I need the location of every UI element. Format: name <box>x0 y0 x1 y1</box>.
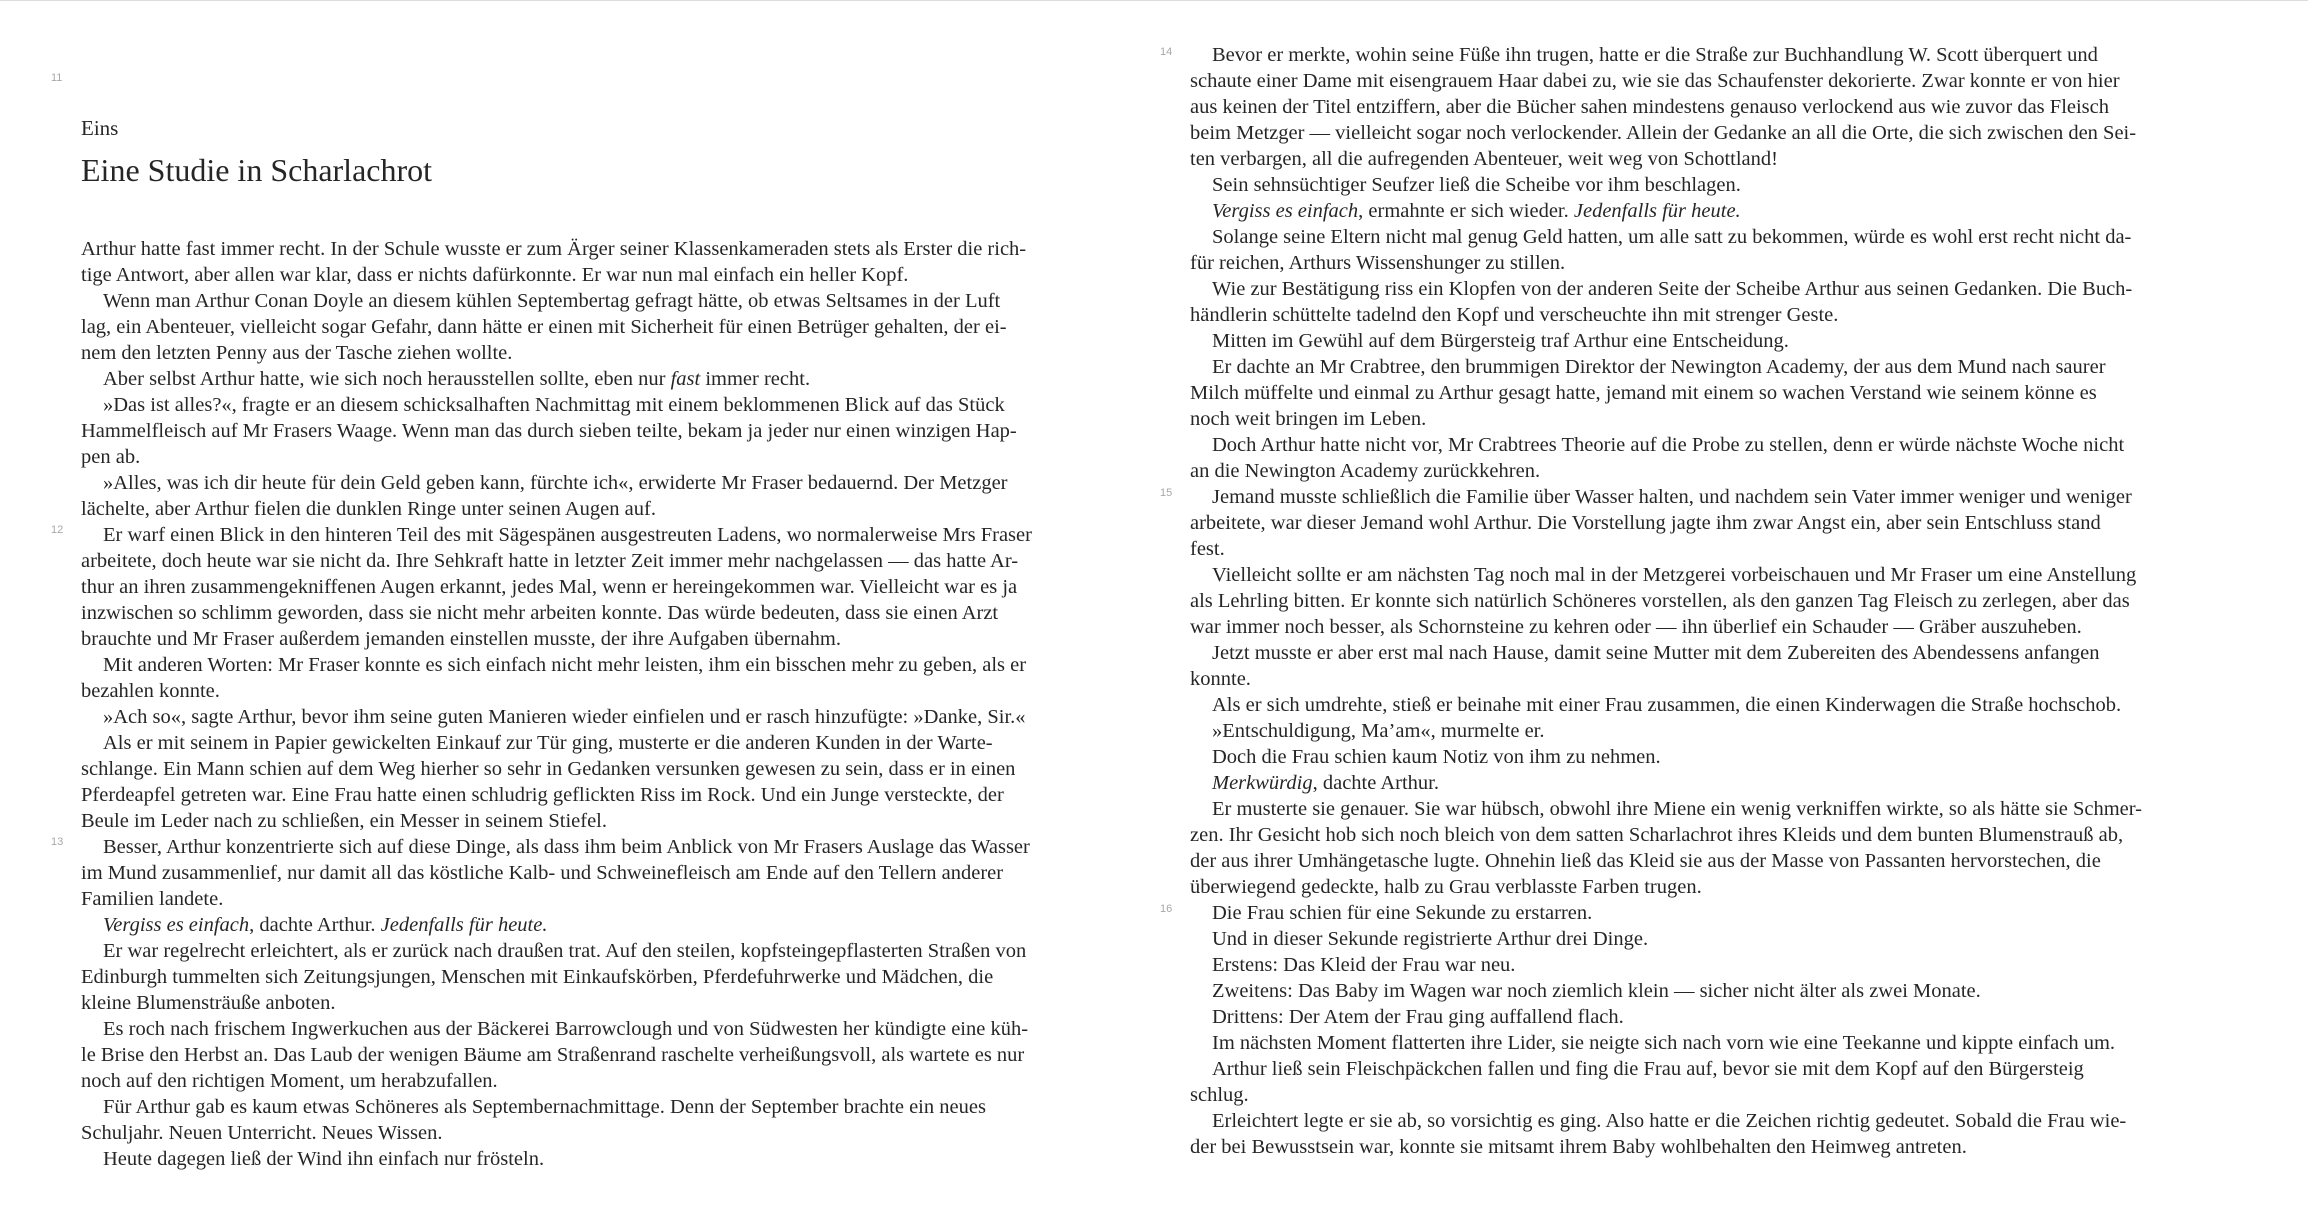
text-run: Doch Arthur hatte nicht vor, Mr Crabtrees Theorie auf die Probe zu stellen, denn er würde nächste Woche nicht <box>1212 434 2125 456</box>
text-run: nem den letzten Penny aus der Tasche ziehen wollte. <box>81 342 513 364</box>
text-run: aus keinen der Titel entziffern, aber die Bücher sahen mindestens genauso verlockend aus wie zuvor das Fleisch <box>1190 96 2110 118</box>
text-line <box>81 886 1126 912</box>
text-run: le Brise den Herbst an. Das Laub der wenigen Bäume am Straßenrand raschelte verheißungsvoll, als wartete es nur <box>81 1044 1025 1066</box>
text-run: brauchte und Mr Fraser außerdem jemanden einstellen musste, der ihre Aufgaben übernahm. <box>81 628 841 650</box>
text-line <box>1190 952 2235 978</box>
text-line <box>81 626 1126 652</box>
text-run: thur an ihren zusammengekniffenen Augen erkannt, jedes Mal, wenn er hereingekommen war. Vielleicht war es ja <box>81 576 1018 598</box>
right-page <box>1154 0 2308 1216</box>
text-run: beim Metzger — vielleicht sogar noch verlockender. Allein der Gedanke an all die Orte, die sich zwischen den Sei- <box>1190 122 2137 144</box>
text-line <box>1190 510 2235 536</box>
text-run: noch auf den richtigen Moment, um herabzufallen. <box>81 1070 498 1092</box>
text-line <box>1190 1056 2235 1082</box>
text-line <box>1190 250 2235 276</box>
text-line <box>1190 614 2235 640</box>
text-run: ten verbargen, all die aufregenden Abenteuer, weit weg von Schottland! <box>1190 148 1778 170</box>
text-run: Arthur hatte fast immer recht. In der Schule wusste er zum Ärger seiner Klassenkameraden stets als Erster die rich- <box>81 238 1027 260</box>
text-run: Erleichtert legte er sie ab, so vorsichtig es ging. Also hatte er die Zeichen richtig gedeutet. Sobald die Frau wie- <box>1212 1110 2127 1132</box>
text-line <box>81 262 1126 288</box>
text-line <box>1190 458 2235 484</box>
text-line <box>1190 380 2235 406</box>
text-line <box>81 600 1126 626</box>
text-run: Besser, Arthur konzentrierte sich auf diese Dinge, als dass ihm beim Anblick von Mr Frasers Auslage das Wasser <box>103 836 1030 858</box>
text-line <box>1190 146 2235 172</box>
text-line <box>81 808 1126 834</box>
italic-text: Jedenfalls für heute. <box>380 914 548 936</box>
text-run: Die Frau schien für eine Sekunde zu erstarren. <box>1212 902 1593 924</box>
text-line <box>1190 666 2235 692</box>
text-line <box>1190 562 2235 588</box>
text-run: als Lehrling bitten. Er konnte sich natürlich Schöneres vorstellen, als den ganzen Tag Fleisch zu zerlegen, aber das <box>1190 590 2130 612</box>
page-marker: 11 <box>51 72 63 84</box>
text-run: arbeitete, doch heute war sie nicht da. Ihre Sehkraft hatte in letzter Zeit immer mehr nachgelassen — das hatte Ar- <box>81 550 1019 572</box>
text-run: Solange seine Eltern nicht mal genug Geld hatten, um alle satt zu bekommen, würde es wohl erst recht nicht da- <box>1212 226 2132 248</box>
text-line <box>1190 406 2235 432</box>
italic-text: Vergiss es einfach <box>103 914 250 936</box>
text-run: Erstens: Das Kleid der Frau war neu. <box>1212 954 1516 976</box>
text-line <box>81 496 1126 522</box>
italic-text: Vergiss es einfach <box>1212 200 1359 222</box>
text-run: , dachte Arthur. <box>249 914 381 936</box>
text-run: an die Newington Academy zurückkehren. <box>1190 460 1541 482</box>
text-line <box>1190 94 2235 120</box>
left-text-column <box>81 236 1126 1172</box>
text-line <box>1190 276 2235 302</box>
text-line <box>1190 120 2235 146</box>
text-line <box>1190 588 2235 614</box>
text-line <box>81 522 1126 548</box>
text-line <box>81 990 1126 1016</box>
text-line <box>1190 900 2235 926</box>
italic-text: Jedenfalls für heute. <box>1573 200 1741 222</box>
text-run: Als er sich umdrehte, stieß er beinahe mit einer Frau zusammen, die einen Kinderwagen die Straße hochschob. <box>1212 694 2122 716</box>
text-run: Mit anderen Worten: Mr Fraser konnte es sich einfach nicht mehr leisten, ihm ein bisschen mehr zu geben, als er <box>103 654 1027 676</box>
text-line <box>1190 198 2235 224</box>
text-run: Jetzt musste er aber erst mal nach Hause, damit seine Mutter mit dem Zubereiten des Abendessens anfangen <box>1212 642 2100 664</box>
text-line <box>81 1120 1126 1146</box>
page-marker: 16 <box>1160 903 1173 915</box>
text-run: Wie zur Bestätigung riss ein Klopfen von der anderen Seite der Scheibe Arthur aus seinen Gedanken. Die Buch- <box>1212 278 2133 300</box>
text-run: schlange. Ein Mann schien auf dem Weg hierher so sehr in Gedanken versunken gewesen zu sein, dass er in einen <box>81 758 1016 780</box>
text-line <box>81 418 1126 444</box>
text-run: Heute dagegen ließ der Wind ihn einfach nur frösteln. <box>103 1148 545 1170</box>
text-line <box>81 548 1126 574</box>
text-line <box>1190 302 2235 328</box>
text-run: Doch die Frau schien kaum Notiz von ihm zu nehmen. <box>1212 746 1661 768</box>
text-run: lag, ein Abenteuer, vielleicht sogar Gefahr, dann hätte er einen mit Sicherheit für einen Betrüger gehalten, der ei- <box>81 316 1007 338</box>
text-run: bezahlen konnte. <box>81 680 220 702</box>
text-run: Arthur ließ sein Fleischpäckchen fallen und fing die Frau auf, bevor sie mit dem Kopf auf den Bürgersteig <box>1212 1058 2084 1080</box>
text-run: im Mund zusammenlief, nur damit all das köstliche Kalb- und Schweinefleisch am Ende auf den Tellern anderer <box>81 862 1004 884</box>
text-run: »Das ist alles?«, fragte er an diesem schicksalhaften Nachmittag mit einem beklommenen Blick auf das Stück <box>103 394 1005 416</box>
text-line <box>81 470 1126 496</box>
text-line <box>1190 1004 2235 1030</box>
text-line <box>1190 172 2235 198</box>
chapter-label: Eins <box>81 116 119 140</box>
text-run: Sein sehnsüchtiger Seufzer ließ die Scheibe vor ihm beschlagen. <box>1212 174 1741 196</box>
chapter-title: Eine Studie in Scharlachrot <box>81 152 433 188</box>
text-run: Er musterte sie genauer. Sie war hübsch, obwohl ihre Miene ein wenig verkniffen wirkte, so als hätte sie Schmer- <box>1212 798 2142 820</box>
text-run: inzwischen so schlimm geworden, dass sie nicht mehr arbeiten konnte. Das würde bedeuten, dass sie einen Arzt <box>81 602 999 624</box>
text-run: pen ab. <box>81 446 141 468</box>
text-line <box>1190 328 2235 354</box>
text-line <box>1190 354 2235 380</box>
text-run: , ermahnte er sich wieder. <box>1358 200 1574 222</box>
text-run: Wenn man Arthur Conan Doyle an diesem kühlen Septembertag gefragt hätte, ob etwas Seltsames in der Luft <box>103 290 1001 312</box>
text-run: der aus ihrer Umhängetasche lugte. Ohnehin ließ das Kleid sie aus der Masse von Passanten hervorstechen, die <box>1190 850 2101 872</box>
text-run: Er warf einen Blick in den hinteren Teil des mit Sägespänen ausgestreuten Ladens, wo normalerweise Mrs Fraser <box>103 524 1032 546</box>
text-line <box>1190 640 2235 666</box>
text-run: »Alles, was ich dir heute für dein Geld geben kann, fürchte ich«, erwiderte Mr Fraser bedauernd. Der Metzger <box>103 472 1008 494</box>
text-line <box>81 392 1126 418</box>
text-line <box>81 1068 1126 1094</box>
text-line <box>1190 484 2235 510</box>
text-run: konnte. <box>1190 668 1251 690</box>
text-run: Beule im Leder nach zu schließen, ein Messer in seinem Stiefel. <box>81 810 607 832</box>
text-line <box>81 340 1126 366</box>
text-line <box>1190 42 2235 68</box>
text-line <box>81 782 1126 808</box>
text-line <box>1190 1108 2235 1134</box>
text-run: tige Antwort, aber allen war klar, dass er nichts dafürkonnte. Er war nun mal einfach ein heller Kopf. <box>81 264 909 286</box>
italic-text: Merkwürdig <box>1212 772 1313 794</box>
text-line <box>81 860 1126 886</box>
text-line <box>81 912 1126 938</box>
text-line <box>1190 796 2235 822</box>
text-line <box>81 288 1126 314</box>
text-run: Jemand musste schließlich die Familie über Wasser halten, und nachdem sein Vater immer weniger und weniger <box>1212 486 2132 508</box>
text-run: Er dachte an Mr Crabtree, den brummigen Direktor der Newington Academy, der aus dem Mund nach saurer <box>1212 356 2106 378</box>
right-text-column <box>1190 42 2235 1160</box>
page-marker: 13 <box>51 836 64 848</box>
text-line <box>1190 1030 2235 1056</box>
page-marker: 12 <box>51 524 64 536</box>
text-line <box>1190 770 2235 796</box>
text-line <box>1190 536 2235 562</box>
text-run: Zweitens: Das Baby im Wagen war noch ziemlich klein — sicher nicht älter als zwei Monate. <box>1212 980 1981 1002</box>
text-line <box>81 678 1126 704</box>
text-line <box>81 704 1126 730</box>
text-line <box>1190 692 2235 718</box>
text-run: , dachte Arthur. <box>1312 772 1439 794</box>
text-line <box>1190 822 2235 848</box>
text-run: Für Arthur gab es kaum etwas Schöneres als Septembernachmittage. Denn der September brachte ein neues <box>103 1096 986 1118</box>
text-line <box>1190 874 2235 900</box>
text-run: Familien landete. <box>81 888 224 910</box>
text-line <box>81 834 1126 860</box>
text-line <box>81 314 1126 340</box>
text-line <box>1190 718 2235 744</box>
text-line <box>81 1146 1126 1172</box>
page-marker: 15 <box>1160 487 1173 499</box>
text-run: Schuljahr. Neuen Unterricht. Neues Wissen. <box>81 1122 443 1144</box>
text-run: noch weit bringen im Leben. <box>1190 408 1427 430</box>
text-line <box>81 1094 1126 1120</box>
text-line <box>1190 1082 2235 1108</box>
text-line <box>1190 68 2235 94</box>
text-run: Bevor er merkte, wohin seine Füße ihn trugen, hatte er die Straße zur Buchhandlung W. Scott überquert und <box>1212 44 2098 66</box>
text-run: fest. <box>1190 538 1225 560</box>
text-line <box>1190 848 2235 874</box>
text-run: Pferdeapfel getreten war. Eine Frau hatte einen schludrig geflickten Riss im Rock. Und ein Junge versteckte, der <box>81 784 1004 806</box>
text-line <box>1190 432 2235 458</box>
text-run: schlug. <box>1190 1084 1249 1106</box>
text-run: lächelte, aber Arthur fielen die dunklen Ringe unter seinen Augen auf. <box>81 498 656 520</box>
text-run: Vielleicht sollte er am nächsten Tag noch mal in der Metzgerei vorbeischauen und Mr Fraser um eine Anstellung <box>1212 564 2137 586</box>
text-line <box>81 1042 1126 1068</box>
text-run: immer recht. <box>700 368 811 390</box>
text-line <box>81 444 1126 470</box>
text-line <box>1190 926 2235 952</box>
text-run: Hammelfleisch auf Mr Frasers Waage. Wenn man das durch sieben teilte, bekam ja jeder nur einen winzigen Hap- <box>81 420 1017 442</box>
text-run: zen. Ihr Gesicht hob sich noch bleich von dem satten Scharlachrot ihres Kleids und dem bunten Blumenstrauß ab, <box>1190 824 2124 846</box>
text-run: Er war regelrecht erleichtert, als er zurück nach draußen trat. Auf den steilen, kopfsteingepflasterten Straßen von <box>103 940 1027 962</box>
text-run: Milch müffelte und einmal zu Arthur gesagt hatte, jemand mit einem so wachen Verstand wie seinem könne es <box>1190 382 2097 404</box>
text-line <box>81 730 1126 756</box>
text-line <box>81 366 1126 392</box>
text-line <box>1190 978 2235 1004</box>
text-run: Im nächsten Moment flatterten ihre Lider, sie neigte sich nach vorn wie eine Teekanne und kippte einfach um. <box>1212 1032 2116 1054</box>
italic-text: fast <box>670 368 701 390</box>
text-run: »Entschuldigung, Ma’am«, murmelte er. <box>1212 720 1545 742</box>
text-line <box>81 1016 1126 1042</box>
text-run: überwiegend gedeckte, halb zu Grau verblasste Farben trugen. <box>1190 876 1702 898</box>
text-line <box>81 652 1126 678</box>
text-run: war immer noch besser, als Schornsteine zu kehren oder — ihn überlief ein Schauder — Gräber auszuheben. <box>1190 616 2082 638</box>
text-line <box>81 938 1126 964</box>
page-marker: 14 <box>1160 46 1173 58</box>
text-run: arbeitete, war dieser Jemand wohl Arthur. Die Vorstellung jagte ihm zwar Angst ein, aber sein Entschluss stand <box>1190 512 2101 534</box>
text-run: Und in dieser Sekunde registrierte Arthur drei Dinge. <box>1212 928 1649 950</box>
text-run: Aber selbst Arthur hatte, wie sich noch herausstellen sollte, eben nur <box>103 368 671 390</box>
text-line <box>81 574 1126 600</box>
text-run: »Ach so«, sagte Arthur, bevor ihm seine guten Manieren wieder einfielen und er rasch hinzufügte: »Danke, Sir.« <box>103 706 1026 728</box>
text-line <box>81 236 1126 262</box>
text-run: Als er mit seinem in Papier gewickelten Einkauf zur Tür ging, musterte er die anderen Kunden in der Warte- <box>103 732 993 754</box>
text-run: händlerin schüttelte tadelnd den Kopf und verscheuchte ihn mit strenger Geste. <box>1190 304 1839 326</box>
text-run: für reichen, Arthurs Wissenshunger zu stillen. <box>1190 252 1566 274</box>
text-line <box>1190 224 2235 250</box>
text-run: Es roch nach frischem Ingwerkuchen aus der Bäckerei Barrowclough und von Südwesten her kündigte eine küh- <box>103 1018 1029 1040</box>
text-line <box>81 964 1126 990</box>
text-line <box>1190 1134 2235 1160</box>
text-line <box>1190 744 2235 770</box>
text-line <box>81 756 1126 782</box>
text-run: der bei Bewusstsein war, konnte sie mitsamt ihrem Baby wohlbehalten den Heimweg antreten. <box>1190 1136 1967 1158</box>
text-run: Edinburgh tummelten sich Zeitungsjungen, Menschen mit Einkaufskörben, Pferdefuhrwerke und Mädchen, die <box>81 966 994 988</box>
text-run: schaute einer Dame mit eisengrauem Haar dabei zu, wie sie das Schaufenster dekorierte. Zwar konnte er von hier <box>1190 70 2120 92</box>
text-run: kleine Blumensträuße anboten. <box>81 992 336 1014</box>
text-run: Drittens: Der Atem der Frau ging auffallend flach. <box>1212 1006 1624 1028</box>
text-run: Mitten im Gewühl auf dem Bürgersteig traf Arthur eine Entscheidung. <box>1212 330 1789 352</box>
